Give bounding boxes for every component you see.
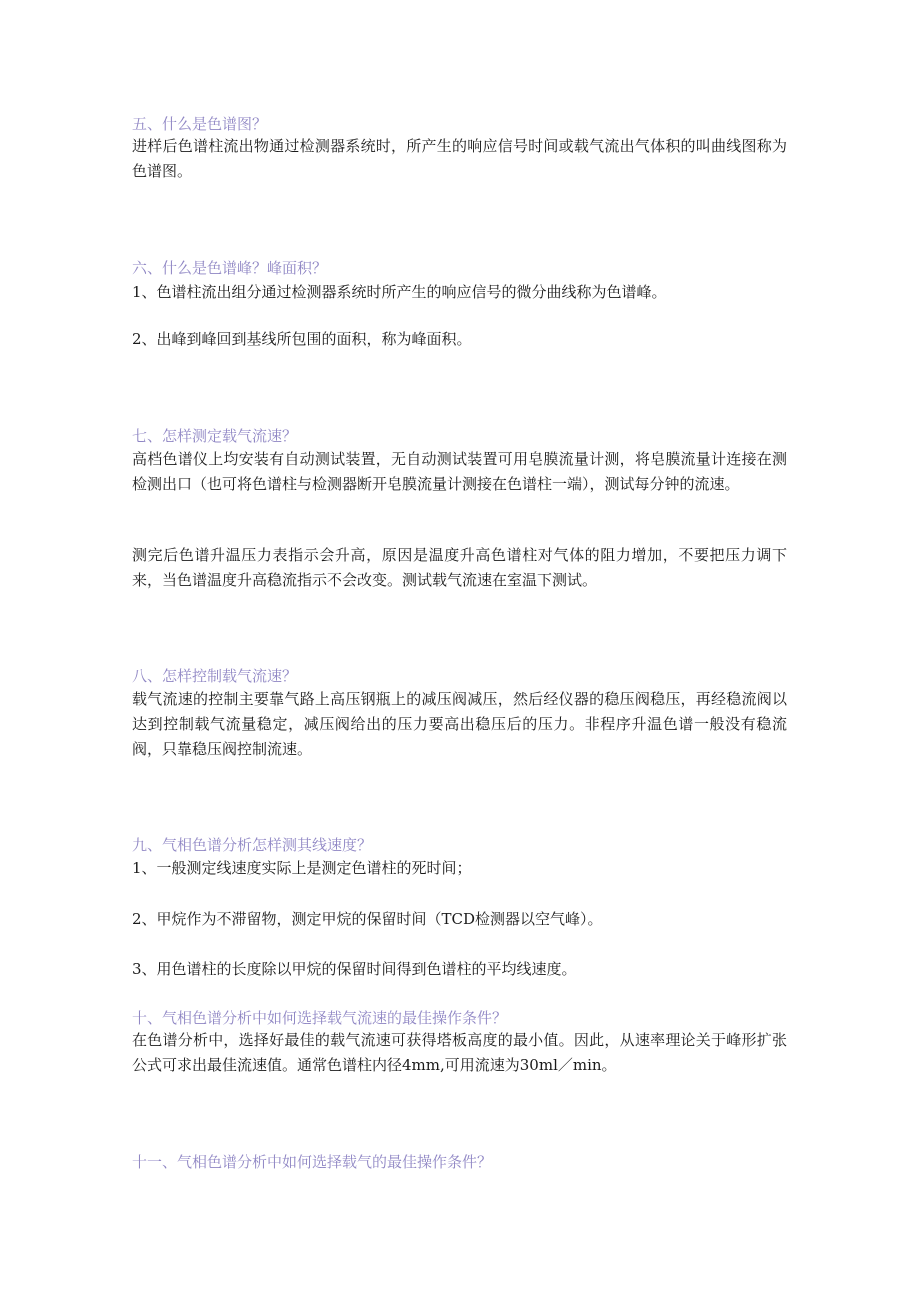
section-7-paragraph-1: 高档色谱仪上均安装有自动测试装置，无自动测试装置可用皂膜流量计测，将皂膜流量计连接在测检测出口（也可将色谱柱与检测器断开皂膜流量计测接在色谱柱一端），测试每分钟的流速。 — [132, 450, 787, 493]
section-7-paragraph-2: 测完后色谱升温压力表指示会升高，原因是温度升高色谱柱对气体的阻力增加，不要把压力调下来，当色谱温度升高稳流指示不会改变。测试载气流速在室温下测试。 — [132, 546, 787, 589]
section-5-paragraph-1: 进样后色谱柱流出物通过检测器系统时，所产生的响应信号时间或载气流出气体积的叫曲线图称为色谱图。 — [132, 137, 787, 180]
section-10-heading: 十、气相色谱分析中如何选择载气流速的最佳操作条件？ — [132, 1009, 508, 1027]
section-6-paragraph-2: 2、出峰到峰回到基线所包围的面积，称为峰面积。 — [132, 330, 472, 348]
section-5-heading: 五、什么是色谱图？ — [132, 115, 268, 133]
section-8-heading: 八、怎样控制载气流速？ — [132, 667, 298, 685]
section-9-paragraph-1: 1、一般测定线速度实际上是测定色谱柱的死时间； — [132, 859, 472, 877]
section-9-paragraph-3: 3、用色谱柱的长度除以甲烷的保留时间得到色谱柱的平均线速度。 — [132, 960, 577, 978]
section-10-paragraph-1: 在色谱分析中，选择好最佳的载气流速可获得塔板高度的最小值。因此，从速率理论关于峰形扩张公式可求出最佳流速值。通常色谱柱内径4mm,可用流速为30ml／min。 — [132, 1031, 787, 1074]
section-8-paragraph-1: 载气流速的控制主要靠气路上高压钢瓶上的减压阀减压，然后经仪器的稳压阀稳压，再经稳流阀以达到控制载气流量稳定，减压阀给出的压力要高出稳压后的压力。非程序升温色谱一般没有稳流阀，只靠稳压阀控制流速。 — [132, 690, 787, 758]
section-7-heading: 七、怎样测定载气流速？ — [132, 427, 298, 445]
section-9-paragraph-2: 2、甲烷作为不滞留物，测定甲烷的保留时间（TCD检测器以空气峰）。 — [132, 910, 603, 928]
section-6-heading: 六、什么是色谱峰？峰面积？ — [132, 259, 328, 277]
section-11-heading: 十一、气相色谱分析中如何选择载气的最佳操作条件？ — [132, 1153, 493, 1171]
section-9-heading: 九、气相色谱分析怎样测其线速度？ — [132, 836, 373, 854]
section-6-paragraph-1: 1、色谱柱流出组分通过检测器系统时所产生的响应信号的微分曲线称为色谱峰。 — [132, 283, 667, 301]
